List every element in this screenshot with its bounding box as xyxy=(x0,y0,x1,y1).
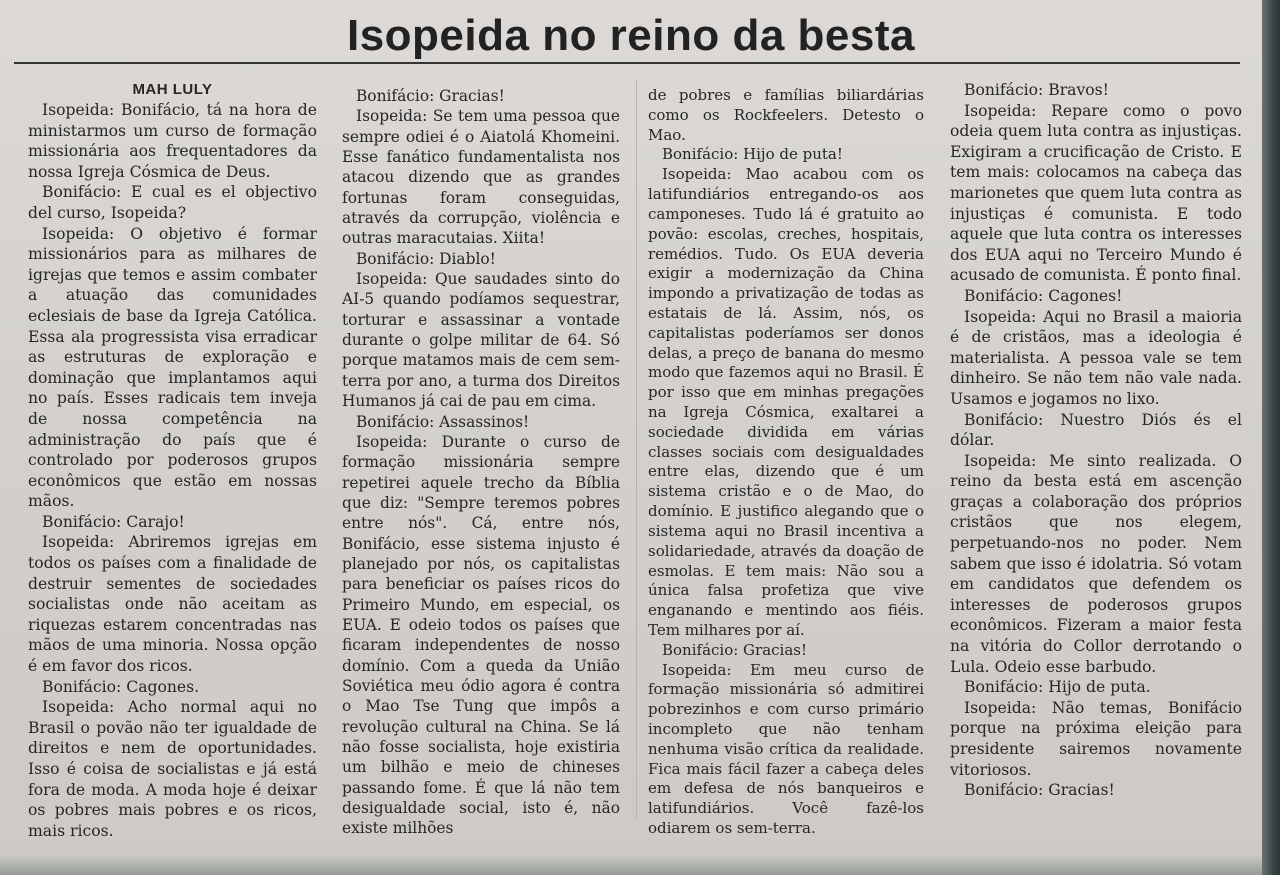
paragraph: Isopeida: Acho normal aqui no Brasil o povão não ter igualdade de direitos e nem de oportunidades. Isso é coisa de socialistas e já está fora de moda. A moda hoje é deixar os pobres mais pobres e os ricos, mais ricos. xyxy=(28,698,317,840)
paragraph: Bonifácio: E cual es el objectivo del curso, Isopeida? xyxy=(28,183,317,222)
article-column-1 xyxy=(28,80,317,841)
paragraph: Isopeida: Em meu curso de formação missionária só admitirei pobrezinhos e com curso primário incompleto que não tenham nenhuma visão crítica da realidade. Fica mais fácil fazer a cabeça deles em defesa de nós banqueiros e latifundiários. Você fazê-los odiarem os sem-terra. xyxy=(648,660,924,838)
paragraph: Isopeida: Não temas, Bonifácio porque na próxima eleição para presidente sairemos novamente vitoriosos. xyxy=(950,698,1242,779)
paragraph: Bonifácio: Diablo! xyxy=(356,249,496,268)
headline: Isopeida no reino da besta xyxy=(346,11,915,60)
byline: MAH LULY xyxy=(132,81,213,98)
paragraph: de pobres e famílias biliardárias como os Rockfeelers. Detesto o Mao. xyxy=(648,86,924,144)
paragraph: Isopeida: Durante o curso de formação missionária sempre repetirei aquele trecho da Bíblia que diz: "Sempre teremos pobres entre nós". Cá, entre nós, Bonifácio, esse sistema injusto é planejado por nós, os capitalistas para beneficiar os países ricos do Primeiro Mundo, em especial, os EUA. E odeio todos os países que ficaram independentes de nosso domínio. Com a queda da União Soviética meu ódio agora é contra o Mao Tse Tung que impôs a revolução cultural na China. Se lá não fosse socialista, hoje existiria um bilhão e meio de chineses passando fome. É que lá não tem desigualdade social, isto é, não existe milhões xyxy=(342,432,620,838)
paragraph: Isopeida: O objetivo é formar missionários para as milhares de igrejas que temos e assim combater a atuação das comunidades eclesiais de base da Igreja Católica. Essa ala progressista visa erradicar as estruturas de exploração e dominação que implantamos aqui no país. Esses radicais tem inveja de nossa competência na administração do país que é controlado por poderosos grupos econômicos que estão em nossas mãos. xyxy=(28,224,317,511)
paragraph: Bonifácio: Bravos! xyxy=(964,81,1109,99)
paragraph: Bonifácio: Nuestro Diós és el dólar. xyxy=(950,410,1242,450)
paragraph: Isopeida: Abriremos igrejas em todos os países com a finalidade de destruir sementes de sociedades socialistas onde não aceitam as riquezas estarem concentradas nas mãos de uma minoria. Nossa opção é em favor dos ricos. xyxy=(28,533,317,676)
paragraph: Bonifácio: Gracias! xyxy=(356,87,505,105)
paragraph: Isopeida: Mao acabou com os latifundiários entregando-os aos camponeses. Tudo lá é gratuito ao povão: escolas, creches, hospitais, remédios. Tudo. Os EUA deveria exigir a modernização da China impondo a privatização de todas as estatais de lá. Assim, nós, os capitalistas poderíamos ser donos delas, a preço de banana do mesmo modo que fazemos aqui no Brasil. É por isso que em minhas pregações na Igreja Cósmica, exaltarei a sociedade dividida em várias classes sociais com desigualdades entre elas, dizendo que é um sistema cristão e o de Mao, do domínio. E justifico alegando que o sistema aqui no Brasil incentiva a solidariedade, através da doação de esmolas. E tem mais: Não sou a única falsa profetiza que vive enganando e mentindo aos fiéis. Tem milhares por aí. xyxy=(648,165,924,639)
paragraph: Bonifácio: Assassinos! xyxy=(356,412,530,431)
paragraph: Bonifácio: Carajo! xyxy=(42,512,185,531)
title-rule xyxy=(14,62,1240,64)
page-bottom-shadow xyxy=(0,855,1262,875)
paragraph: Bonifácio: Gracias! xyxy=(964,781,1115,800)
paragraph: Isopeida: Me sinto realizada. O reino da besta está em ascenção graças a colaboração dos próprios cristãos que nos elegem, perpetuando-nos no poder. Nem sabem que isso é idolatria. Só votam em candidatos que defendem os interesses de poderosos grupos econômicos. Fizeram a maior festa na vitória do Collor derrotando o Lula. Odeio esse barbudo. xyxy=(950,451,1242,676)
paragraph: Bonifácio: Hijo de puta! xyxy=(662,145,843,164)
paragraph: Bonifácio: Gracias! xyxy=(662,640,808,659)
paragraph: Bonifácio: Cagones. xyxy=(42,677,200,696)
paragraph: Isopeida: Que saudades sinto do AI-5 quando podíamos sequestrar, torturar e assassinar a vontade durante o golpe militar de 64. Só porque matamos mais de cem sem-terra por ano, a turma dos Direitos Humanos já cai de pau em cima. xyxy=(342,270,620,411)
paragraph: Isopeida: Bonifácio, tá na hora de ministarmos um curso de formação missionária aos frequentadores da nossa Igreja Cósmica de Deus. xyxy=(28,101,317,181)
paragraph: Isopeida: Repare como o povo odeia quem luta contra as injustiças. Exigiram a crucificação de Cristo. E tem mais: colocamos na cabeça das marionetes que quem luta contra as injustiças é comunista. E todo aquele que luta contra os interesses dos EUA aqui no Terceiro Mundo é acusado de comunista. É ponto final. xyxy=(950,101,1242,285)
article-column-4 xyxy=(950,80,1242,801)
paragraph: Bonifácio: Cagones! xyxy=(964,286,1123,305)
article-column-3 xyxy=(648,86,924,839)
column-divider xyxy=(636,80,637,820)
paragraph: Isopeida: Se tem uma pessoa que sempre odiei é o Aiatolá Khomeini. Esse fanático fundamentalista nos atacou dizendo que as grandes fortunas foram conseguidas, através da corrupção, violência e outras maracutaias. Xiita! xyxy=(342,107,620,248)
paragraph: Bonifácio: Hijo de puta. xyxy=(964,678,1151,697)
background-edge xyxy=(1262,0,1280,875)
article-column-2 xyxy=(342,86,620,839)
paragraph: Isopeida: Aqui no Brasil a maioria é de cristãos, mas a ideologia é materialista. A pessoa vale se tem dinheiro. Se não tem não vale nada. Usamos e jogamos no lixo. xyxy=(950,307,1242,408)
